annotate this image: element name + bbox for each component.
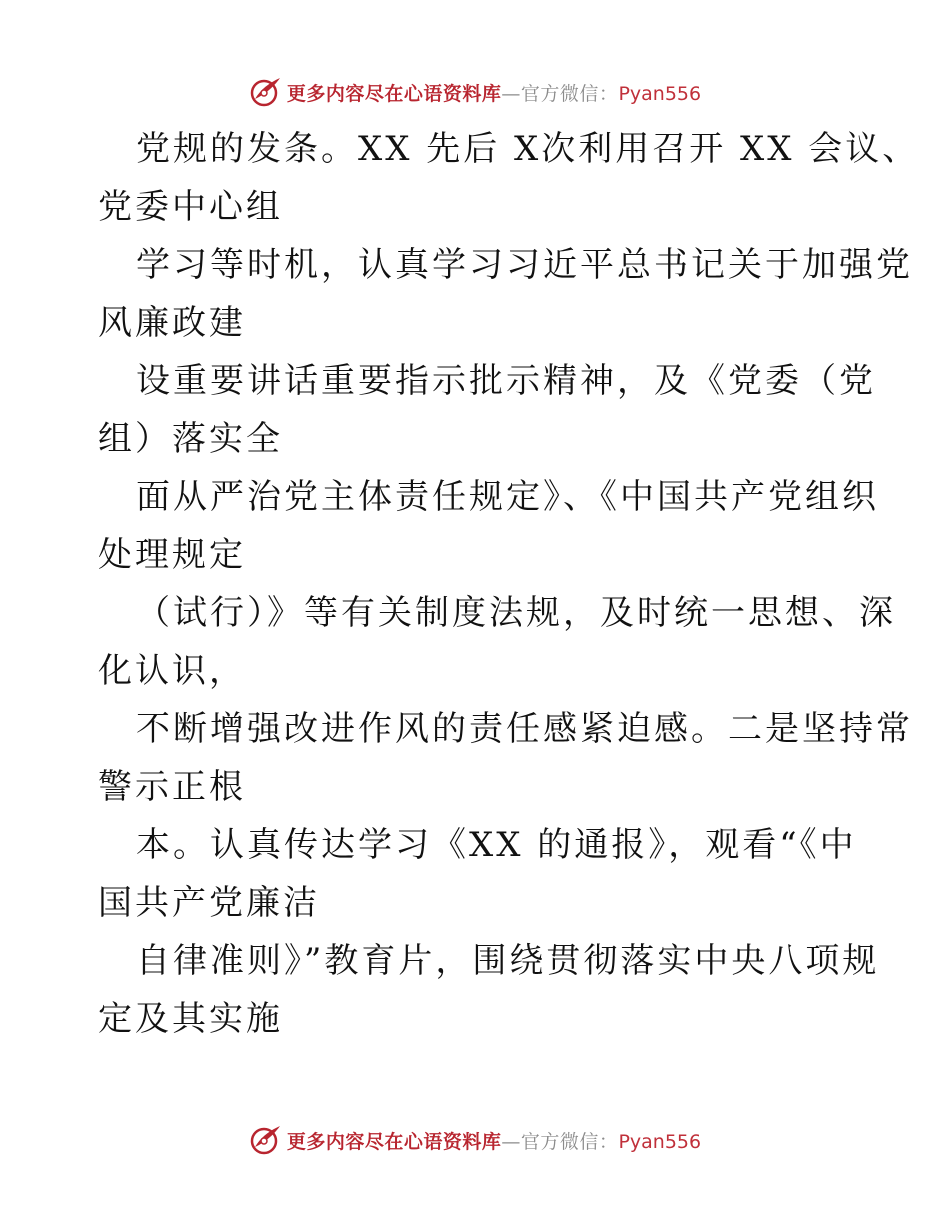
- body-line: 化认识，: [98, 651, 246, 691]
- document-body: [98, 120, 920, 1048]
- body-line: 定及其实施: [98, 999, 283, 1039]
- body-line: 国共产党廉洁: [98, 883, 320, 923]
- quill-logo-icon: [249, 1123, 283, 1157]
- watermark-dash: —: [501, 82, 521, 105]
- watermark-account: Pyan556: [618, 82, 702, 105]
- body-line: 学习等时机，认真学习习近平总书记关于加强党: [136, 245, 913, 285]
- body-line: 警示正根: [98, 767, 246, 807]
- header-watermark: [0, 70, 950, 114]
- body-line: 不断增强改进作风的责任感紧迫感。二是坚持常: [136, 709, 913, 749]
- body-line: 党委中心组: [98, 187, 283, 227]
- body-line: 本。认真传达学习《XX 的通报》，观看“《中: [136, 825, 857, 865]
- watermark-dash: —: [501, 1130, 521, 1153]
- body-line: 处理规定: [98, 535, 246, 575]
- body-line: 风廉政建: [98, 303, 246, 343]
- watermark-account: Pyan556: [618, 1130, 702, 1153]
- quill-logo-icon: [249, 75, 283, 109]
- body-line: 党规的发条。XX 先后 X次利用召开 XX 会议、: [136, 129, 920, 169]
- watermark-official-label: 官方微信：: [520, 82, 619, 105]
- body-line: 设重要讲话重要指示批示精神，及《党委（党: [136, 361, 876, 401]
- body-line: 自律准则》”教育片，围绕贯彻落实中央八项规: [136, 941, 880, 981]
- watermark-text: [287, 1127, 701, 1154]
- body-line: 组）落实全: [98, 419, 283, 459]
- body-line: 面从严治党主体责任规定》、《中国共产党组织: [136, 477, 879, 517]
- watermark-brand: 更多内容尽在心语资料库: [286, 82, 502, 105]
- watermark-brand: 更多内容尽在心语资料库: [286, 1130, 502, 1153]
- watermark-official-label: 官方微信：: [520, 1130, 619, 1153]
- footer-watermark: [0, 1118, 950, 1162]
- body-line: （试行）》等有关制度法规，及时统一思想、深: [136, 593, 896, 633]
- watermark-text: [287, 79, 701, 106]
